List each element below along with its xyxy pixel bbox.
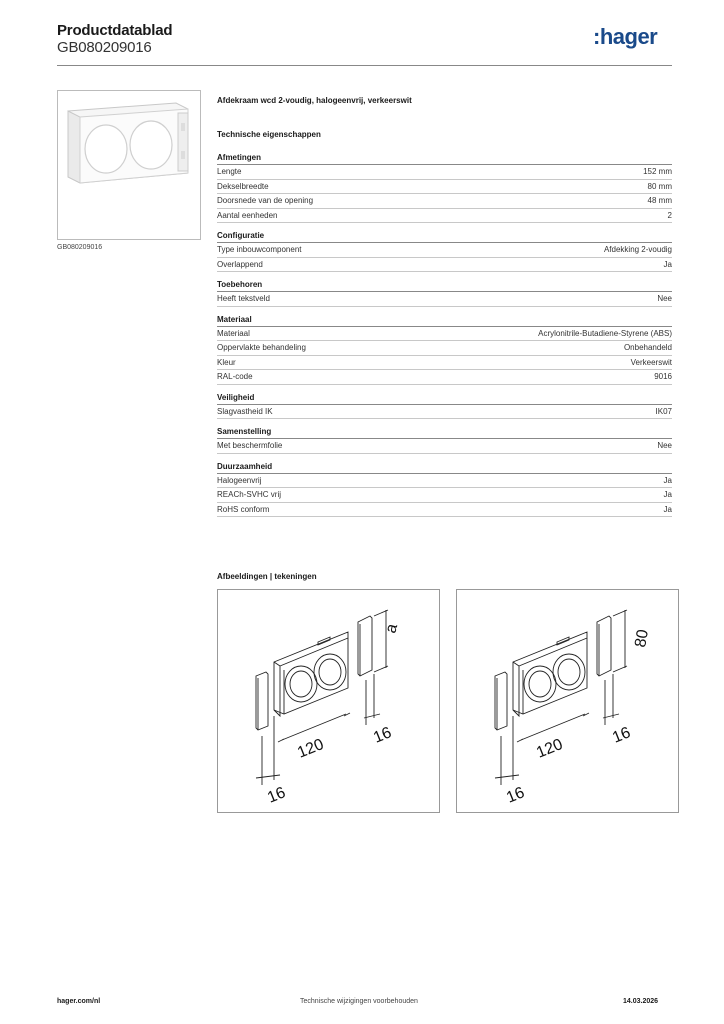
spec-row [217,165,672,180]
spec-value: Ja [663,490,672,499]
hager-logo: :hager [593,24,658,49]
spec-groups [217,153,672,517]
header-divider [57,65,672,66]
product-description: Afdekraam wcd 2-voudig, halogeenvrij, verkeerswit [217,96,412,105]
spec-row [217,258,672,273]
spec-row [217,474,672,489]
footer-notice: Technische wijzigingen voorbehouden [300,998,418,1005]
spec-row [217,370,672,385]
spec-group-title: Materiaal [217,315,672,327]
spec-group-title: Samenstelling [217,427,672,439]
spec-value: 2 [667,210,672,220]
product-image [57,90,201,240]
spec-row [217,243,672,258]
spec-group [217,462,672,518]
drawing1-dim-height: a [382,622,402,636]
spec-group-title: Afmetingen [217,153,672,165]
spec-value: IK07 [655,406,672,416]
spec-label: Oppervlakte behandeling [217,343,306,352]
tech-heading: Technische eigenschappen [217,130,321,139]
spec-value: Ja [663,259,672,269]
spec-row [217,341,672,356]
spec-row [217,194,672,209]
page-title: Productdatablad [57,22,173,39]
spec-label: Type inbouwcomponent [217,245,302,254]
drawing2-dim-height: 80 [632,628,653,649]
spec-value: Acrylonitrile-Butadiene-Styrene (ABS) [538,328,672,338]
spec-label: REACh-SVHC vrij [217,490,282,499]
spec-group-title: Toebehoren [217,280,672,292]
drawing2-dim-end: 16 [504,784,527,807]
spec-group [217,280,672,307]
spec-group-title: Duurzaamheid [217,462,672,474]
spec-group [217,315,672,385]
spec-row [217,439,672,454]
spec-label: Materiaal [217,328,250,338]
product-code: GB080209016 [57,39,152,56]
spec-label: Doorsnede van de opening [217,196,314,205]
spec-label: Heeft tekstveld [217,294,270,303]
drawing1-dim-width: 120 [295,735,327,762]
spec-value: Nee [657,441,672,450]
spec-value: Ja [663,504,672,514]
spec-label: Aantal eenheden [217,210,278,220]
spec-label: Slagvastheid IK [217,406,273,416]
spec-content [217,96,672,525]
spec-value: Nee [657,294,672,303]
spec-row [217,488,672,503]
spec-row [217,327,672,342]
spec-label: RAL-code [217,372,253,381]
footer-date: 14.03.2026 [623,998,659,1005]
footer-website[interactable]: hager.com/nl [57,998,101,1005]
spec-value: Afdekking 2-voudig [603,245,672,254]
spec-row [217,292,672,307]
spec-label: Lengte [217,167,242,176]
product-image-caption: GB080209016 [57,244,103,251]
spec-value: 48 mm [647,196,672,205]
spec-row [217,180,672,195]
spec-value: Onbehandeld [623,343,672,352]
spec-label: Kleur [217,357,236,367]
spec-label: Met beschermfolie [217,441,283,450]
spec-label: Halogeenvrij [217,475,262,485]
spec-value: Ja [663,475,672,485]
spec-row [217,405,672,420]
spec-label: Overlappend [217,259,263,269]
spec-value: Verkeerswit [630,357,672,367]
spec-value: 9016 [654,372,672,381]
technical-drawing-2 [456,589,679,813]
drawing2-dim-side: 16 [610,724,633,747]
spec-row [217,209,672,224]
spec-group [217,393,672,420]
spec-group [217,231,672,272]
spec-value: 152 mm [643,167,672,176]
spec-group [217,153,672,223]
spec-row [217,356,672,371]
drawing2-dim-width: 120 [534,735,566,762]
spec-group-title: Veiligheid [217,393,672,405]
spec-label: Dekselbreedte [217,181,269,191]
spec-row [217,503,672,518]
spec-group [217,427,672,454]
drawing1-dim-side: 16 [371,724,394,747]
spec-label: RoHS conform [217,504,270,514]
spec-value: 80 mm [647,181,672,191]
spec-group-title: Configuratie [217,231,672,243]
figures-heading: Afbeeldingen | tekeningen [217,572,317,581]
technical-drawing-1 [217,589,440,813]
drawing1-dim-end: 16 [265,784,288,807]
